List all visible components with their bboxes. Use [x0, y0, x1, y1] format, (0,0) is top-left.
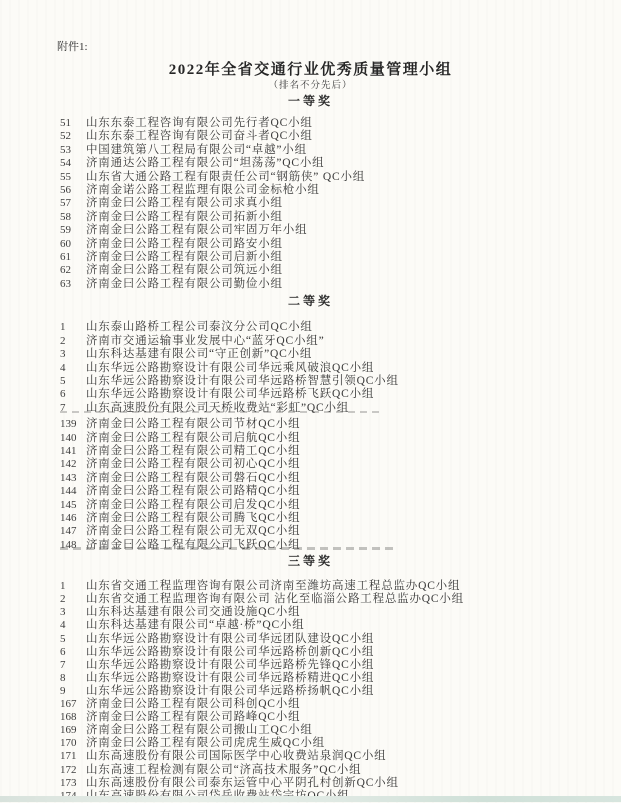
item-number: 53: [60, 143, 71, 156]
list-item: [0, 171, 621, 184]
item-text: 济南金曰公路工程有限公司启发QC小组: [86, 498, 301, 511]
item-number: 56: [60, 184, 71, 197]
item-text: 济南金曰公路工程有限公司节材QC小组: [86, 418, 301, 431]
item-number: 4: [60, 361, 66, 374]
item-text: 山东华远公路勘察设计有限公司华远路桥扬帆QC小组: [86, 684, 375, 697]
item-number: 63: [60, 277, 71, 290]
item-text: 济南金曰公路工程有限公司路安小组: [86, 237, 283, 250]
item-text: 山东高速工程检测有限公司“济高技术服务”QC小组: [86, 763, 362, 776]
list-item: [0, 659, 621, 672]
item-number: 1: [60, 580, 66, 593]
list-item: [0, 130, 621, 143]
item-number: 144: [60, 485, 77, 498]
item-text: 山东华远公路勘察设计有限公司华远路桥先锋QC小组: [86, 658, 375, 671]
item-text: 山东华远公路勘察设计有限公司华远路桥创新QC小组: [86, 645, 375, 658]
item-number: 143: [60, 471, 77, 484]
list-item: [0, 238, 621, 251]
item-number: 170: [60, 737, 77, 750]
list-item: [0, 472, 621, 485]
list-item: [0, 211, 621, 224]
award-list: [0, 418, 621, 552]
list-item: [0, 593, 621, 606]
list-item: [0, 184, 621, 197]
list-item: [0, 348, 621, 361]
list-item: [0, 580, 621, 593]
page-subtitle: （排名不分先后）: [268, 81, 353, 91]
item-number: 52: [60, 130, 71, 143]
item-number: 146: [60, 511, 77, 524]
award-list: [0, 117, 621, 291]
item-text: 济南金曰公路工程有限公司牢固万年小组: [86, 224, 308, 237]
list-item: [0, 117, 621, 130]
item-number: 8: [60, 671, 66, 684]
item-text: 山东省大通公路工程有限责任公司“钢筋侠” QC小组: [86, 170, 366, 183]
scan-artifact-line: [60, 547, 394, 552]
attachment-label: 附件1:: [57, 41, 88, 53]
list-item: [0, 375, 621, 388]
list-item: [0, 458, 621, 471]
item-number: 148: [60, 538, 77, 551]
list-item: [0, 432, 621, 445]
item-number: 7: [60, 658, 66, 671]
item-text: 济南通达公路工程有限公司“坦荡荡”QC小组: [86, 157, 325, 170]
list-item: [0, 321, 621, 334]
item-text: 中国建筑第八工程局有限公司“卓越”小组: [86, 143, 307, 156]
item-text: 济南金曰公路工程有限公司路精QC小组: [86, 485, 301, 498]
scan-artifact-line: [60, 410, 382, 414]
item-text: 山东华远公路勘察设计有限公司华远乘风破浪QC小组: [86, 361, 375, 374]
list-item: [0, 157, 621, 170]
item-text: 济南金曰公路工程有限公司虎虎生威QC小组: [86, 737, 325, 750]
item-number: 60: [60, 237, 71, 250]
item-text: 山东华远公路勘察设计有限公司华远路桥智慧引领QC小组: [86, 374, 399, 387]
item-number: 2: [60, 334, 66, 347]
item-text: 济南金曰公路工程有限公司启航QC小组: [86, 431, 301, 444]
list-item: [0, 606, 621, 619]
list-item: [0, 264, 621, 277]
item-text: 山东东泰工程咨询有限公司先行者QC小组: [86, 117, 313, 129]
list-item: [0, 499, 621, 512]
item-number: 171: [60, 750, 77, 763]
item-number: 145: [60, 498, 77, 511]
list-item: [0, 388, 621, 401]
list-item: [0, 445, 621, 458]
item-number: 55: [60, 170, 71, 183]
item-text: 山东高速股份有限公司国际医学中心收费站泉润QC小组: [86, 750, 387, 763]
list-item: [0, 698, 621, 711]
item-text: 济南金曰公路工程有限公司精工QC小组: [86, 444, 301, 457]
item-number: 5: [60, 374, 66, 387]
item-number: 58: [60, 210, 71, 223]
list-item: [0, 646, 621, 659]
item-number: 172: [60, 763, 77, 776]
item-text: 济南市交通运输事业发展中心“蓝牙QC小组”: [86, 334, 325, 347]
item-text: 济南金曰公路工程有限公司磐石QC小组: [86, 471, 301, 484]
list-item: [0, 737, 621, 750]
item-text: 山东科达基建有限公司“卓越·桥”QC小组: [86, 619, 305, 632]
item-text: 济南金诺公路工程监理有限公司金标枪小组: [86, 184, 320, 197]
list-item: [0, 335, 621, 348]
item-text: 济南金曰公路工程有限公司求真小组: [86, 197, 283, 210]
item-number: 61: [60, 251, 71, 264]
award-section: [0, 321, 621, 552]
list-item: [0, 685, 621, 698]
section-heading: 二等奖: [287, 294, 333, 309]
item-number: 4: [60, 619, 66, 632]
list-item: [0, 525, 621, 538]
item-text: 济南金曰公路工程有限公司路峰QC小组: [86, 711, 301, 724]
item-text: 济南金曰公路工程有限公司搬山工QC小组: [86, 724, 313, 737]
item-text: 济南金曰公路工程有限公司无双QC小组: [86, 525, 301, 538]
list-item: [0, 777, 621, 790]
item-number: 62: [60, 264, 71, 277]
item-text: 山东华远公路勘察设计有限公司华远路桥飞跃QC小组: [86, 388, 375, 401]
item-text: 山东省交通工程监理咨询有限公司 沾化至临淄公路工程总监办QC小组: [86, 593, 464, 606]
item-number: 2: [60, 593, 66, 606]
list-item: [0, 619, 621, 632]
item-text: 济南金曰公路工程有限公司启新小组: [86, 251, 283, 264]
item-number: 173: [60, 776, 77, 789]
item-text: 济南金曰公路工程有限公司初心QC小组: [86, 458, 301, 471]
item-text: 济南金曰公路工程有限公司腾飞QC小组: [86, 511, 301, 524]
item-number: 59: [60, 224, 71, 237]
item-number: 3: [60, 348, 66, 361]
list-item: [0, 672, 621, 685]
award-list: [0, 698, 621, 803]
scan-edge-strip: [0, 796, 621, 802]
item-text: 山东高速股份有限公司天桥收费站“彩虹”QC小组: [86, 401, 350, 414]
item-number: 51: [60, 117, 71, 129]
page-title: 2022年全省交通行业优秀质量管理小组: [168, 62, 453, 78]
list-item: [0, 418, 621, 431]
item-text: 山东科达基建有限公司交通设施QC小组: [86, 606, 301, 619]
item-number: 5: [60, 632, 66, 645]
item-text: 山东华远公路勘察设计有限公司华远团队建设QC小组: [86, 632, 375, 645]
list-item: [0, 251, 621, 264]
section-heading: 一等奖: [287, 94, 333, 108]
list-item: [0, 144, 621, 157]
award-section: [0, 117, 621, 291]
item-text: 济南金曰公路工程有限公司筑远小组: [86, 264, 283, 277]
section-heading: 三等奖: [287, 554, 333, 569]
item-number: 139: [60, 418, 77, 431]
item-number: 167: [60, 698, 77, 711]
item-number: 1: [60, 321, 66, 334]
list-item: [0, 512, 621, 525]
list-item: [0, 633, 621, 646]
item-text: 山东高速股份有限公司泰东运管中心平阴孔村创新QC小组: [86, 776, 399, 789]
list-item: [0, 224, 621, 237]
item-number: 6: [60, 388, 66, 401]
item-number: 9: [60, 684, 66, 697]
item-text: 山东省交通工程监理咨询有限公司济南至潍坊高速工程总监办QC小组: [86, 580, 461, 593]
item-number: 57: [60, 197, 71, 210]
award-list: [0, 580, 621, 698]
award-section: [0, 580, 621, 803]
item-text: 济南金曰公路工程有限公司拓新小组: [86, 210, 283, 223]
item-text: 山东科达基建有限公司“守正创新”QC小组: [86, 348, 313, 361]
list-item: [0, 764, 621, 777]
item-number: 147: [60, 525, 77, 538]
item-number: 142: [60, 458, 77, 471]
list-item: [0, 750, 621, 763]
list-item: [0, 197, 621, 210]
award-list: [0, 321, 621, 415]
item-number: 7: [60, 401, 66, 414]
list-item: [0, 485, 621, 498]
item-number: 168: [60, 711, 77, 724]
item-number: 141: [60, 444, 77, 457]
list-item: [0, 724, 621, 737]
list-item: [0, 362, 621, 375]
item-text: 济南金曰公路工程有限公司勤俭小组: [86, 277, 283, 290]
item-number: 6: [60, 645, 66, 658]
item-number: 54: [60, 157, 71, 170]
item-text: 济南金曰公路工程有限公司飞跃QC小组: [86, 538, 301, 551]
list-item: [0, 711, 621, 724]
item-text: 山东华远公路勘察设计有限公司华远路桥精进QC小组: [86, 671, 375, 684]
award-sections: [0, 95, 621, 803]
item-number: 140: [60, 431, 77, 444]
item-number: 169: [60, 724, 77, 737]
item-text: 济南金曰公路工程有限公司科创QC小组: [86, 698, 301, 711]
item-number: 3: [60, 606, 66, 619]
item-text: 山东东泰工程咨询有限公司奋斗者QC小组: [86, 130, 313, 143]
list-item: [0, 278, 621, 291]
item-text: 山东泰山路桥工程公司泰汶分公司QC小组: [86, 321, 313, 334]
